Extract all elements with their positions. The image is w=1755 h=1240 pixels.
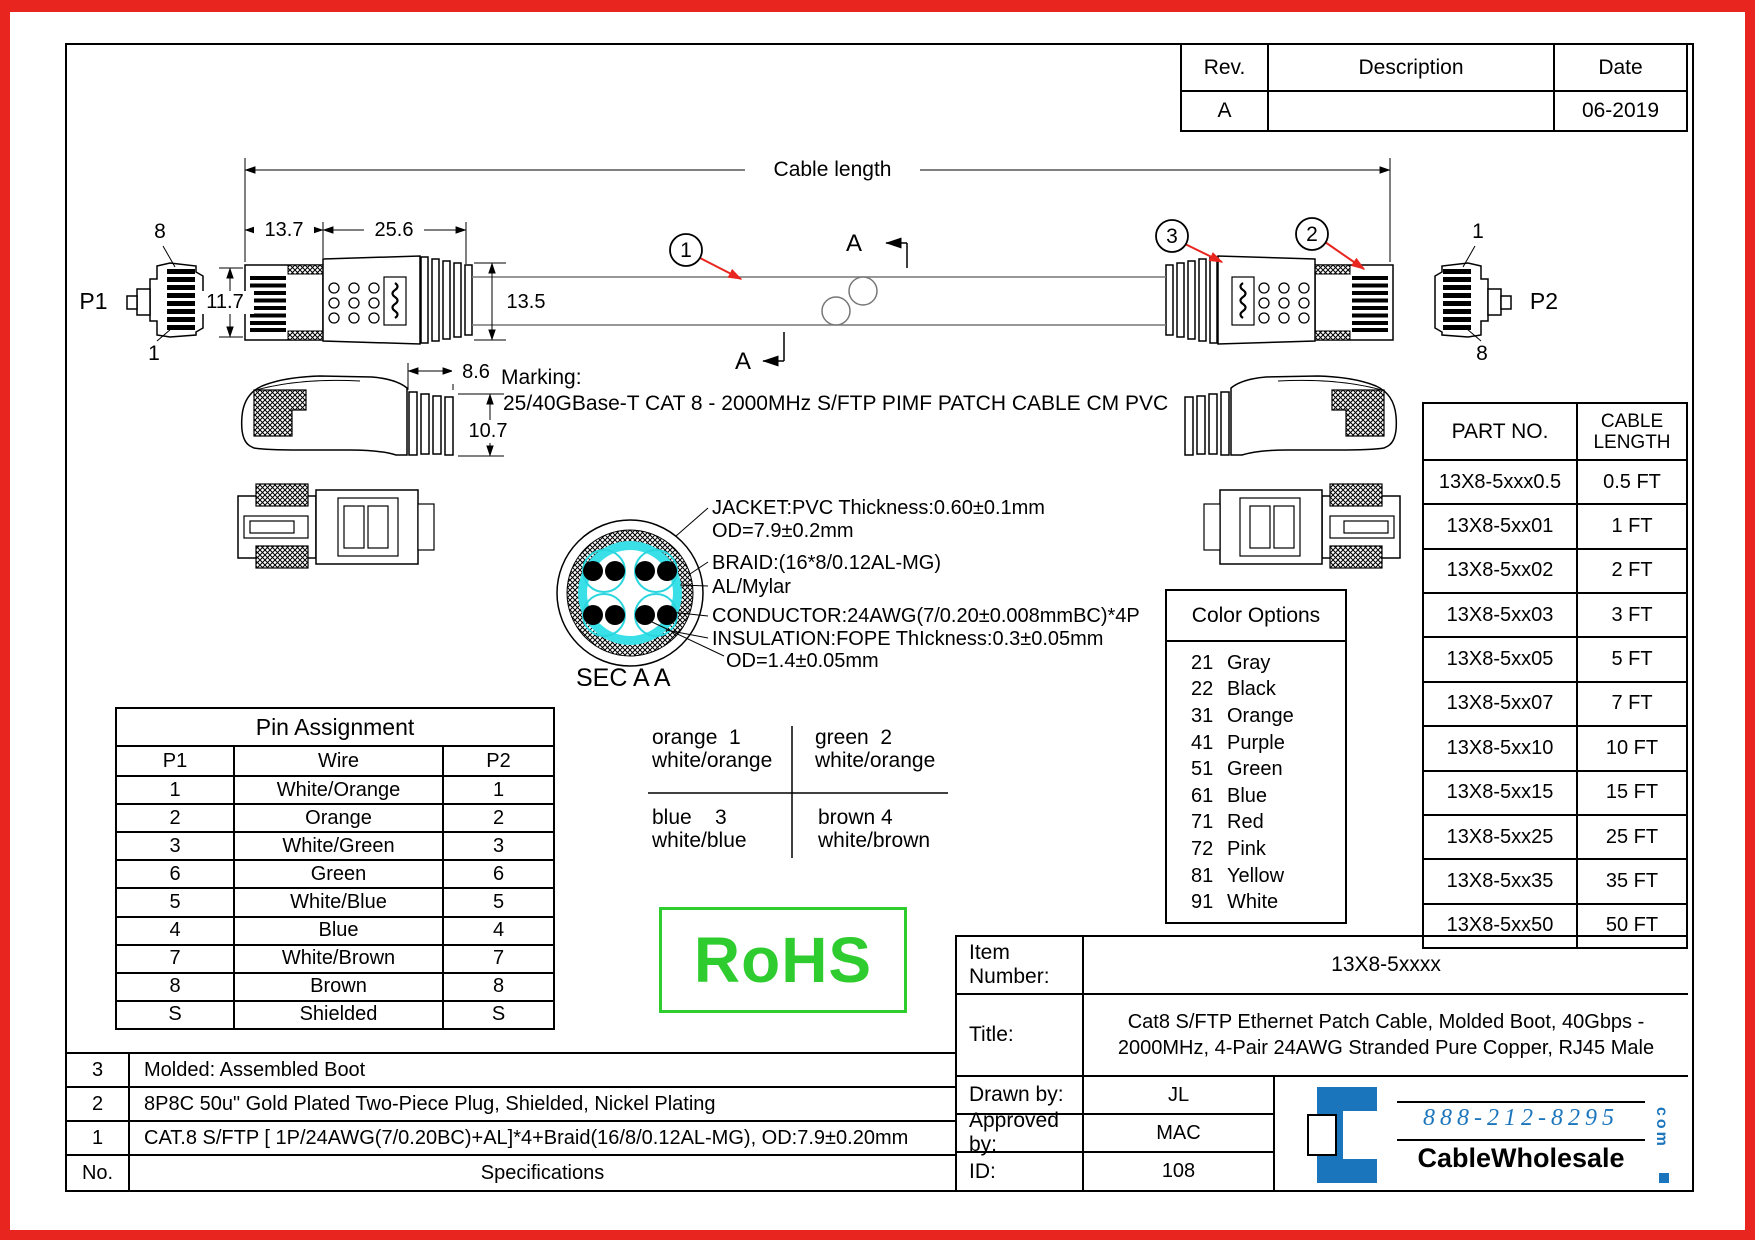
spec-text: 8P8C 50u" Gold Plated Two-Piece Plug, Shielded, Nickel Plating: [128, 1086, 955, 1120]
logo-brand: CableWholesale: [1417, 1143, 1625, 1173]
pin1-label-right: 1: [1472, 220, 1484, 243]
part-no: 13X8-5xx25: [1446, 825, 1554, 848]
color-options-box: [1165, 589, 1347, 924]
part-length: 5 FT: [1576, 638, 1686, 680]
part-length: 10 FT: [1576, 727, 1686, 769]
color-option: [1191, 650, 1345, 677]
color-code: 81: [1191, 864, 1214, 887]
pin-wire: White/Orange: [233, 777, 442, 803]
pin-p2: 6: [442, 861, 553, 887]
part-length: 1 FT: [1576, 505, 1686, 547]
balloon-1: 1: [680, 239, 692, 262]
color-name: Orange: [1227, 704, 1294, 727]
pin-wire: Green: [233, 861, 442, 887]
pin8-label-left: 8: [154, 220, 166, 243]
rohs-badge: RoHS: [659, 907, 907, 1013]
part-length: 2 FT: [1576, 550, 1686, 592]
color-option: [1191, 889, 1345, 916]
pin-p1: 1: [169, 778, 181, 801]
pin-p2: 8: [442, 974, 553, 1000]
pin-p2: 4: [442, 918, 553, 944]
item-number-value: 13X8-5xxxx: [1082, 935, 1688, 993]
part-row: [1424, 681, 1686, 725]
pin-p1: 5: [169, 890, 181, 913]
cs-jacket-label: JACKET:PVC Thickness:0.60±0.1mm: [712, 497, 1045, 519]
item-number-label: Item Number:: [955, 935, 1082, 993]
date-col-header: Date: [1553, 45, 1686, 90]
part-no: 13X8-5xx50: [1446, 914, 1554, 937]
section-a-bottom-label: A: [734, 348, 751, 375]
section-name: SEC A A: [576, 664, 671, 692]
spec-footer-no: No.: [65, 1154, 128, 1190]
drawn-by-label: Drawn by:: [955, 1075, 1082, 1113]
pair-brown: [818, 806, 930, 852]
pin-wire: White/Green: [233, 833, 442, 859]
pin-wire: Shielded: [233, 1002, 442, 1028]
color-option: [1191, 703, 1345, 730]
pin-table-header: [117, 745, 553, 775]
description-value: [1267, 92, 1553, 130]
p2-label: P2: [1529, 288, 1559, 314]
part-number-table: [1422, 402, 1688, 949]
pin-p2: 2: [442, 805, 553, 831]
pair-green: [815, 726, 935, 772]
pair-blue-line2: white/blue: [652, 829, 747, 852]
dim-ridge-height: 10.7: [462, 420, 514, 443]
part-no: 13X8-5xx02: [1446, 559, 1554, 582]
plug-front-view: [127, 246, 203, 341]
pin1-label-left: 1: [148, 342, 160, 365]
pin-p2: 5: [442, 889, 553, 915]
pin-table-title: Pin Assignment: [255, 713, 415, 740]
id-value: 108: [1082, 1151, 1273, 1190]
pin-row: [117, 916, 553, 944]
pair-brown-line1: brown 4: [818, 806, 893, 829]
color-name: Blue: [1227, 784, 1268, 807]
cable-break-loop: [822, 297, 850, 325]
color-code: 31: [1191, 704, 1214, 727]
pair-green-line1: green 2: [815, 726, 893, 749]
color-code: 51: [1191, 758, 1214, 781]
part-length: 50 FT: [1576, 905, 1686, 947]
pin-wire: White/Blue: [233, 889, 442, 915]
pin-row: [117, 803, 553, 831]
color-name: Purple: [1227, 731, 1285, 754]
pin-p2: 3: [442, 833, 553, 859]
color-option: [1191, 730, 1345, 757]
drawn-by-value: JL: [1082, 1075, 1273, 1113]
date-value: 06-2019: [1553, 92, 1686, 130]
color-name: Black: [1227, 678, 1276, 701]
cs-insulation-label: INSULATION:FOPE ThIckness:0.3±0.05mm: [712, 628, 1104, 650]
pin-row: [117, 1000, 553, 1028]
cross-section-drawing: [557, 508, 724, 666]
approved-by-value: MAC: [1082, 1113, 1273, 1151]
cs-braid-label: BRAID:(16*8/0.12AL-MG): [712, 552, 941, 574]
logo-phone: 888-212-8295: [1423, 1105, 1619, 1131]
color-code: 41: [1191, 731, 1214, 754]
color-code: 71: [1191, 811, 1214, 834]
p1-label: P1: [79, 288, 108, 314]
logo-rule-bottom: [1397, 1139, 1645, 1141]
id-label: ID:: [955, 1151, 1082, 1190]
color-option: [1191, 863, 1345, 890]
part-row: [1424, 725, 1686, 769]
balloon-3: 3: [1166, 225, 1178, 248]
pin-p2: 1: [442, 777, 553, 803]
pin-row: [117, 972, 553, 1000]
cable-length-header-line1: CABLE: [1600, 410, 1664, 432]
pin-p1: 4: [169, 919, 181, 942]
color-option: [1191, 783, 1345, 810]
part-row: [1424, 503, 1686, 547]
logo-c-icon: [1305, 1085, 1385, 1185]
part-no: 13X8-5xx10: [1446, 736, 1554, 759]
color-code: 91: [1191, 891, 1214, 914]
color-name: Green: [1227, 758, 1283, 781]
color-options-title: Color Options: [1191, 603, 1321, 627]
rev-value: A: [1217, 99, 1232, 122]
logo-cell: [1273, 1075, 1688, 1190]
part-length: 35 FT: [1576, 860, 1686, 902]
pin-assignment-table: [115, 707, 555, 1030]
connector-assembly: [127, 246, 472, 568]
plug-side-view: [245, 256, 472, 344]
cablewholesale-logo: [1275, 1077, 1688, 1190]
dim-plug-height: 11.7: [196, 291, 254, 314]
pair-blue-line1: blue 3: [652, 806, 727, 829]
part-row: [1424, 592, 1686, 636]
pin-row: [117, 887, 553, 915]
approved-by-label: Approved by:: [955, 1113, 1082, 1151]
pin-row: [117, 831, 553, 859]
marking-label: Marking:: [501, 366, 582, 389]
spec-footer-title: Specifications: [128, 1154, 955, 1190]
part-table-header: [1424, 404, 1686, 459]
part-no: 13X8-5xx15: [1446, 781, 1554, 804]
pair-green-line2: white/orange: [815, 749, 936, 772]
cable-length-label: Cable length: [745, 158, 920, 182]
logo-dot: [1659, 1173, 1669, 1183]
spec-no: 1: [65, 1120, 128, 1154]
color-option: [1191, 677, 1345, 704]
part-no: 13X8-5xx05: [1446, 648, 1554, 671]
pin-p1: 7: [169, 947, 181, 970]
dim-boot-height: 13.5: [497, 291, 555, 314]
color-options-list: [1167, 640, 1345, 922]
pin-p1: 8: [169, 975, 181, 998]
rev-col-header: Rev.: [1203, 55, 1246, 79]
logo-rule-top: [1397, 1101, 1645, 1103]
part-no: 13X8-5xx01: [1446, 515, 1554, 538]
color-name: Red: [1227, 811, 1264, 834]
cable-length-header: [1576, 404, 1686, 459]
color-name: Pink: [1227, 837, 1266, 860]
pin-wire: Orange: [233, 805, 442, 831]
part-no: 13X8-5xxx0.5: [1438, 470, 1562, 493]
part-no: 13X8-5xx03: [1446, 603, 1554, 626]
part-row: [1424, 770, 1686, 814]
dim-plug-length: 13.7: [254, 219, 314, 242]
pin-p2: 7: [442, 946, 553, 972]
cable-length-header-line2: LENGTH: [1593, 431, 1671, 453]
part-length: 0.5 FT: [1576, 461, 1686, 503]
boot-side-view: [242, 376, 453, 455]
spec-text: CAT.8 S/FTP [ 1P/24AWG(7/0.20BC)+AL]*4+Braid(16/8/0.12AL-MG), OD:7.9±0.20mm: [128, 1120, 955, 1154]
color-option: [1191, 836, 1345, 863]
part-row: [1424, 858, 1686, 902]
color-option: [1191, 810, 1345, 837]
color-code: 72: [1191, 837, 1214, 860]
balloon-2: 2: [1306, 223, 1318, 246]
title-value: Cat8 S/FTP Ethernet Patch Cable, Molded Boot, 40Gbps - 2000MHz, 4-Pair 24AWG Stranded Pure Copper, RJ45 Male: [1082, 993, 1688, 1075]
pin8-label-right: 8: [1476, 342, 1488, 365]
pair-brown-line2: white/brown: [818, 829, 931, 852]
color-code: 61: [1191, 784, 1214, 807]
dim-boot-length: 25.6: [364, 219, 424, 242]
pin-row: [117, 859, 553, 887]
revision-row: [1182, 90, 1686, 130]
pin-p1: 2: [169, 806, 181, 829]
logo-tld: com: [1653, 1107, 1670, 1149]
part-row: [1424, 814, 1686, 858]
color-name: White: [1227, 891, 1279, 914]
description-col-header: Description: [1267, 45, 1553, 90]
dim-ridge-width: 8.6: [452, 361, 500, 384]
pair-orange: [652, 726, 772, 772]
color-option: [1191, 756, 1345, 783]
spec-no: 3: [65, 1052, 128, 1086]
part-no: 13X8-5xx07: [1446, 692, 1554, 715]
part-no-header: PART NO.: [1451, 419, 1549, 443]
color-name: Gray: [1227, 651, 1271, 674]
cs-mylar-label: AL/Mylar: [712, 576, 791, 598]
pin-p1: 6: [169, 862, 181, 885]
cs-insulation-od-label: OD=1.4±0.05mm: [726, 650, 879, 672]
pair-orange-line1: orange 1: [652, 726, 741, 749]
pin-header-p2: P2: [442, 747, 553, 775]
revision-table: [1180, 43, 1688, 132]
pin-wire: White/Brown: [233, 946, 442, 972]
part-row: [1424, 548, 1686, 592]
pair-orange-line2: white/orange: [652, 749, 773, 772]
part-length: 25 FT: [1576, 816, 1686, 858]
title-label: Title:: [955, 993, 1082, 1075]
pin-p1: S: [168, 1003, 182, 1026]
pin-p2: S: [442, 1002, 553, 1028]
color-name: Yellow: [1227, 864, 1285, 887]
pin-wire: Blue: [233, 918, 442, 944]
color-code: 21: [1191, 651, 1214, 674]
spec-text: Molded: Assembled Boot: [128, 1052, 955, 1086]
pin-row: [117, 944, 553, 972]
part-row: [1424, 459, 1686, 503]
part-length: 7 FT: [1576, 683, 1686, 725]
section-a-top-label: A: [845, 230, 862, 257]
pin-header-wire: Wire: [233, 747, 442, 775]
cs-jacket-od-label: OD=7.9±0.2mm: [712, 520, 854, 542]
part-length: 15 FT: [1576, 772, 1686, 814]
cable-lines: [472, 277, 1166, 325]
pin-p1: 3: [169, 834, 181, 857]
color-code: 22: [1191, 678, 1214, 701]
pin-row: [117, 775, 553, 803]
boot-exploded-view: [238, 484, 434, 568]
pin-header-p1: P1: [162, 749, 188, 772]
cs-conductor-label: CONDUCTOR:24AWG(7/0.20±0.008mmBC)*4P: [712, 605, 1140, 627]
cable-break-loop: [849, 277, 877, 305]
part-row: [1424, 636, 1686, 680]
marking-text: 25/40GBase-T CAT 8 - 2000MHz S/FTP PIMF PATCH CABLE CM PVC: [503, 392, 1169, 415]
part-no: 13X8-5xx35: [1446, 869, 1554, 892]
spec-no: 2: [65, 1086, 128, 1120]
part-length: 3 FT: [1576, 594, 1686, 636]
pair-blue: [652, 806, 747, 852]
pin-wire: Brown: [233, 974, 442, 1000]
